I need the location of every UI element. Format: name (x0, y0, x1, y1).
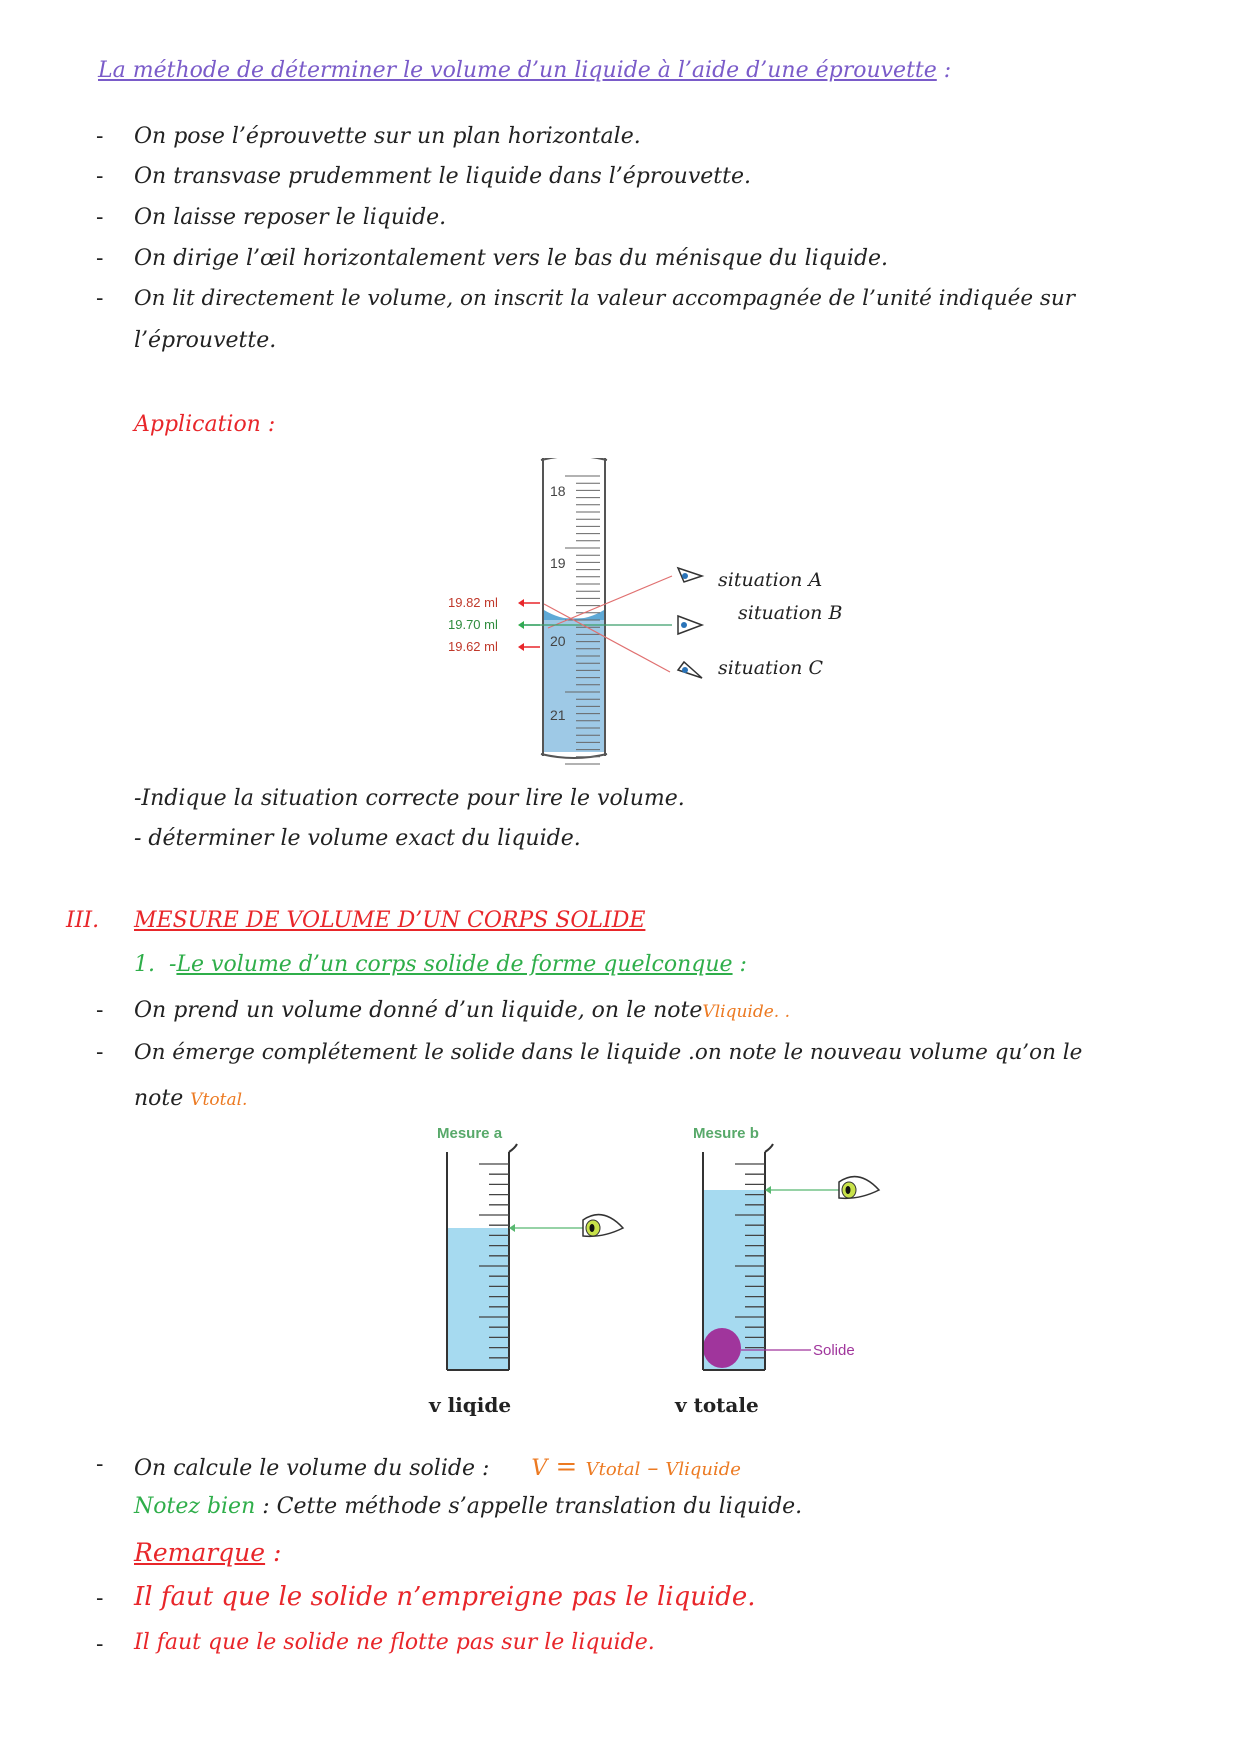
cylinder-b-lip (765, 1144, 773, 1152)
list-item-continuation: l’éprouvette. (134, 328, 277, 353)
list-bullet: - (96, 998, 104, 1023)
reading-label: 19.62 ml (448, 639, 498, 654)
tube-bottom (541, 754, 607, 758)
question: - déterminer le volume exact du liquide. (134, 826, 581, 851)
list-item: On dirige l’œil horizontalement vers le bas du ménisque du liquide. (134, 246, 889, 271)
list-item-continuation: note Vtotal. (134, 1086, 248, 1111)
subsection-heading: 1. -Le volume d’un corps solide de forme quelconque : (134, 952, 747, 977)
mesure-a-label: Mesure a (437, 1125, 503, 1142)
application-label: Application : (134, 412, 276, 437)
list-bullet: - (96, 1452, 104, 1477)
cylinder-a-lip (509, 1144, 517, 1152)
cylinder-a-liquid (447, 1228, 509, 1370)
list-bullet: - (96, 246, 104, 271)
eye-icon (839, 1177, 879, 1199)
eye-icon (678, 568, 702, 582)
page-title: La méthode de déterminer le volume d’un liquide à l’aide d’une éprouvette : (98, 58, 952, 83)
remark-heading: Remarque : (134, 1538, 282, 1567)
graduation-label: 21 (550, 707, 566, 723)
situation-label: situation C (718, 657, 823, 679)
graduation-label: 19 (550, 555, 566, 571)
remark-item: Il faut que le solide ne flotte pas sur le liquide. (134, 1630, 655, 1655)
mesure-b-label: Mesure b (693, 1125, 759, 1142)
list-bullet: - (96, 1040, 104, 1065)
note-line: Notez bien : Cette méthode s’appelle translation du liquide. (134, 1494, 803, 1519)
list-item: On émerge complétement le solide dans le liquide .on note le nouveau volume qu’on le (134, 1040, 1083, 1065)
solide-label: Solide (813, 1342, 855, 1359)
v-liquide-label: v liqide (429, 1393, 512, 1417)
v-totale-label: v totale (675, 1393, 759, 1417)
reading-arrow-head (518, 599, 524, 607)
list-bullet: - (96, 1586, 104, 1611)
list-item: On laisse reposer le liquide. (134, 205, 447, 230)
eye-icon (583, 1215, 623, 1237)
list-item: On prend un volume donné d’un liquide, on le noteVliquide. . (134, 998, 790, 1023)
list-item: On pose l’éprouvette sur un plan horizontale. (134, 124, 641, 149)
section-heading: MESURE DE VOLUME D’UN CORPS SOLIDE (134, 908, 646, 933)
reading-arrow-head (518, 643, 524, 651)
solid-object (703, 1328, 741, 1368)
eye-icon (678, 662, 702, 678)
list-bullet: - (96, 1632, 104, 1657)
situation-label: situation B (738, 602, 843, 624)
situation-label: situation A (718, 569, 823, 591)
list-bullet: - (96, 286, 104, 311)
eye-icon (678, 616, 702, 634)
measurement-figure (425, 1120, 905, 1420)
section-numeral: III. (66, 908, 100, 933)
graduation-label: 20 (550, 633, 566, 649)
question: -Indique la situation correcte pour lire le volume. (134, 786, 685, 811)
remark-item: Il faut que le solide n’empreigne pas le liquide. (134, 1582, 756, 1612)
list-bullet: - (96, 164, 104, 189)
list-bullet: - (96, 205, 104, 230)
graduation-label: 18 (550, 483, 566, 499)
list-item: On lit directement le volume, on inscrit la valeur accompagnée de l’unité indiquée sur (134, 286, 1076, 311)
list-item: On transvase prudemment le liquide dans l’éprouvette. (134, 164, 751, 189)
reading-label: 19.82 ml (448, 595, 498, 610)
calculation-line: On calcule le volume du solide : V = Vtotal – Vliquide (134, 1452, 741, 1482)
cylinder-reading-figure (440, 458, 880, 770)
reading-label: 19.70 ml (448, 617, 498, 632)
list-bullet: - (96, 124, 104, 149)
